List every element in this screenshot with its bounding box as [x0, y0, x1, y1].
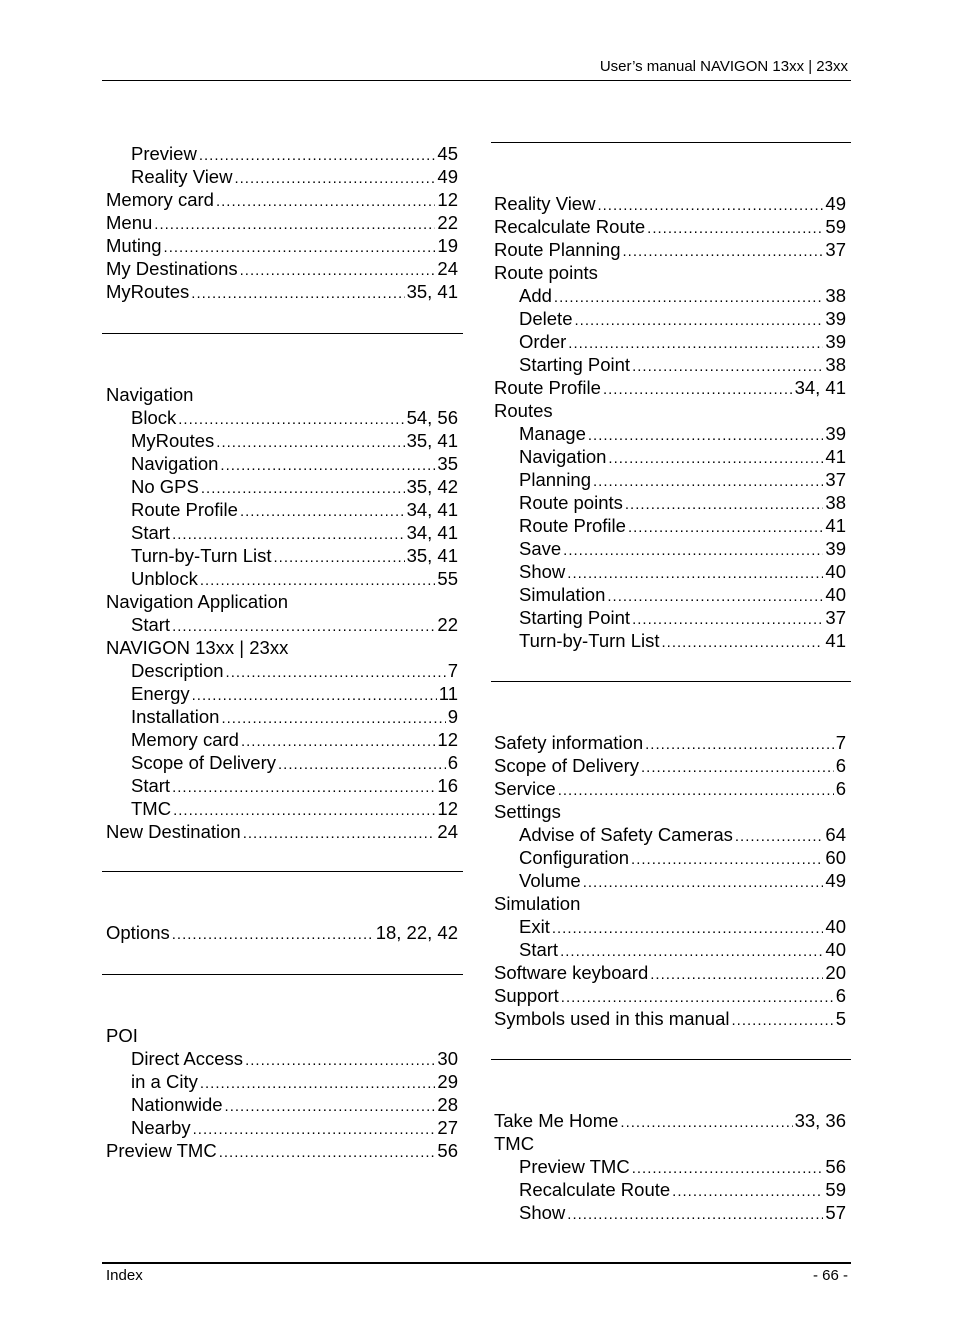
entry-term: Volume — [519, 870, 581, 891]
index-group-left-o — [106, 921, 458, 944]
index-subentry — [106, 682, 458, 705]
index-subentry — [106, 659, 458, 682]
index-subentry — [494, 606, 846, 629]
entry-term: Show — [519, 561, 566, 582]
entry-term: Navigation Application — [106, 591, 289, 612]
entry-page-ref: 40 — [825, 584, 846, 605]
entry-term: Manage — [519, 423, 586, 444]
entry-term: Nationwide — [131, 1094, 223, 1115]
index-subentry — [494, 823, 846, 846]
dot-leader — [647, 217, 823, 240]
entry-term: TMC — [131, 798, 172, 819]
entry-page-ref: 24 — [437, 258, 458, 279]
dot-leader — [240, 500, 405, 523]
entry-page-ref: 34, 41 — [406, 522, 458, 543]
entry-page-ref: 40 — [825, 916, 846, 937]
entry-page-ref: 12 — [437, 729, 458, 750]
entry-page-ref: 39 — [825, 423, 846, 444]
index-subentry — [494, 1155, 846, 1178]
index-entry — [494, 399, 846, 422]
entry-term: Preview TMC — [106, 1140, 217, 1161]
entry-term: Service — [494, 778, 556, 799]
entry-page-ref: 6 — [835, 755, 846, 776]
index-group-right-t — [494, 1109, 846, 1224]
index-entry — [106, 257, 458, 280]
entry-page-ref: 6 — [447, 752, 458, 773]
entry-page-ref: 39 — [825, 331, 846, 352]
entry-page-ref: 35, 41 — [406, 281, 458, 302]
entry-page-ref: 6 — [835, 778, 846, 799]
entry-term: Installation — [131, 706, 220, 727]
dot-leader — [563, 539, 823, 562]
entry-term: Take Me Home — [494, 1110, 619, 1131]
index-subentry — [494, 330, 846, 353]
entry-page-ref: 28 — [437, 1094, 458, 1115]
index-subentry — [494, 514, 846, 537]
index-subentry — [106, 452, 458, 475]
dot-leader — [173, 799, 435, 822]
index-entry — [106, 1024, 458, 1047]
entry-page-ref: 33, 36 — [794, 1110, 846, 1131]
dot-leader — [193, 1118, 436, 1141]
dot-leader — [278, 753, 446, 776]
entry-term: Description — [131, 660, 224, 681]
entry-term: Support — [494, 985, 559, 1006]
entry-term: Planning — [519, 469, 592, 490]
dot-leader — [241, 730, 435, 753]
entry-term: Advise of Safety Cameras — [519, 824, 733, 845]
entry-page-ref: 11 — [438, 683, 458, 704]
entry-page-ref: 41 — [825, 630, 846, 651]
index-subentry — [106, 1093, 458, 1116]
index-entry — [106, 921, 458, 944]
entry-page-ref: 38 — [825, 285, 846, 306]
entry-page-ref: 57 — [825, 1202, 846, 1223]
dot-leader — [234, 167, 435, 190]
entry-term: Navigation — [519, 446, 607, 467]
index-entry — [106, 280, 458, 303]
entry-term: Recalculate Route — [494, 216, 646, 237]
entry-term: Navigation — [106, 384, 194, 405]
index-group-right-r — [494, 192, 846, 652]
entry-page-ref: 7 — [835, 732, 846, 753]
entry-term: Memory card — [131, 729, 239, 750]
index-subentry — [494, 1178, 846, 1201]
dot-leader — [172, 615, 435, 638]
entry-page-ref: 45 — [437, 143, 458, 164]
dot-leader — [560, 940, 823, 963]
entry-page-ref: 59 — [825, 1179, 846, 1200]
index-subentry — [494, 353, 846, 376]
dot-leader — [552, 917, 824, 940]
dot-leader — [620, 1111, 792, 1134]
dot-leader — [226, 661, 446, 684]
dot-leader — [628, 516, 823, 539]
index-entry — [106, 590, 458, 613]
index-entry — [494, 1109, 846, 1132]
entry-page-ref: 29 — [437, 1071, 458, 1092]
entry-term: Simulation — [519, 584, 606, 605]
dot-leader — [631, 848, 823, 871]
index-subentry — [106, 475, 458, 498]
dot-leader — [200, 569, 436, 592]
entry-page-ref: 39 — [825, 308, 846, 329]
entry-page-ref: 30 — [437, 1048, 458, 1069]
entry-term: Route Profile — [494, 377, 601, 398]
index-subentry — [494, 491, 846, 514]
entry-page-ref: 40 — [825, 561, 846, 582]
entry-term: Routes — [494, 400, 553, 421]
entry-term: No GPS — [131, 476, 199, 497]
entry-term: Symbols used in this manual — [494, 1008, 730, 1029]
entry-term: Memory card — [106, 189, 214, 210]
entry-page-ref: 35 — [437, 453, 458, 474]
index-subentry — [106, 567, 458, 590]
entry-page-ref: 49 — [825, 870, 846, 891]
entry-term: Scope of Delivery — [494, 755, 639, 776]
entry-term: Turn-by-Turn List — [131, 545, 272, 566]
entry-page-ref: 16 — [437, 775, 458, 796]
dot-leader — [583, 871, 824, 894]
index-entry — [494, 754, 846, 777]
entry-term: Add — [519, 285, 552, 306]
index-subentry — [106, 705, 458, 728]
entry-term: Start — [131, 775, 171, 796]
entry-term: Delete — [519, 308, 573, 329]
index-subentry — [106, 142, 458, 165]
dot-leader — [225, 1095, 436, 1118]
dot-leader — [220, 454, 435, 477]
entry-page-ref: 6 — [835, 985, 846, 1006]
entry-term: Simulation — [494, 893, 581, 914]
entry-term: Reality View — [494, 193, 596, 214]
section-separator — [102, 333, 463, 334]
index-subentry — [494, 307, 846, 330]
index-entry — [494, 192, 846, 215]
index-entry — [494, 215, 846, 238]
index-subentry — [106, 1070, 458, 1093]
index-subentry — [106, 521, 458, 544]
entry-page-ref: 41 — [825, 515, 846, 536]
entry-page-ref: 12 — [437, 798, 458, 819]
entry-page-ref: 60 — [825, 847, 846, 868]
index-entry — [494, 261, 846, 284]
index-group-left-p — [106, 1024, 458, 1162]
index-subentry — [494, 422, 846, 445]
header-rule — [102, 80, 851, 81]
entry-term: Block — [131, 407, 177, 428]
dot-leader — [568, 332, 823, 355]
footer-section: Index — [106, 1267, 143, 1284]
index-entry — [494, 800, 846, 823]
dot-leader — [164, 236, 436, 259]
entry-term: TMC — [494, 1133, 535, 1154]
dot-leader — [200, 1072, 436, 1095]
index-subentry — [106, 728, 458, 751]
index-group-left-n — [106, 383, 458, 843]
index-subentry — [494, 468, 846, 491]
entry-page-ref: 54, 56 — [406, 407, 458, 428]
dot-leader — [593, 470, 823, 493]
entry-term: Menu — [106, 212, 153, 233]
index-group-left-m — [106, 142, 458, 303]
index-subentry — [106, 429, 458, 452]
entry-term: Starting Point — [519, 354, 631, 375]
index-entry — [106, 211, 458, 234]
entry-term: Navigation — [131, 453, 219, 474]
index-subentry — [106, 1116, 458, 1139]
dot-leader — [650, 963, 823, 986]
entry-term: Software keyboard — [494, 962, 649, 983]
dot-leader — [632, 608, 823, 631]
entry-page-ref: 12 — [437, 189, 458, 210]
entry-page-ref: 55 — [437, 568, 458, 589]
dot-leader — [561, 986, 834, 1009]
entry-term: Preview — [131, 143, 197, 164]
dot-leader — [172, 923, 374, 946]
entry-term: Preview TMC — [519, 1156, 630, 1177]
index-subentry — [494, 537, 846, 560]
dot-leader — [201, 477, 405, 500]
entry-term: Start — [131, 522, 171, 543]
index-entry — [106, 383, 458, 406]
dot-leader — [632, 1157, 824, 1180]
index-entry — [106, 188, 458, 211]
dot-leader — [245, 1049, 435, 1072]
section-separator — [102, 974, 463, 975]
index-subentry — [494, 445, 846, 468]
dot-leader — [178, 408, 404, 431]
dot-leader — [567, 1203, 823, 1226]
dot-leader — [240, 259, 436, 282]
index-subentry — [106, 797, 458, 820]
index-subentry — [494, 1201, 846, 1224]
entry-page-ref: 37 — [825, 239, 846, 260]
dot-leader — [243, 822, 436, 845]
entry-page-ref: 64 — [825, 824, 846, 845]
entry-term: Scope of Delivery — [131, 752, 276, 773]
entry-term: MyRoutes — [106, 281, 190, 302]
dot-leader — [154, 213, 435, 236]
entry-term: Route Profile — [519, 515, 626, 536]
index-subentry — [494, 869, 846, 892]
entry-page-ref: 40 — [825, 939, 846, 960]
dot-leader — [672, 1180, 823, 1203]
entry-term: New Destination — [106, 821, 241, 842]
entry-page-ref: 34, 41 — [794, 377, 846, 398]
entry-page-ref: 27 — [437, 1117, 458, 1138]
dot-leader — [567, 562, 823, 585]
dot-leader — [608, 447, 823, 470]
index-subentry — [494, 915, 846, 938]
entry-term: Direct Access — [131, 1048, 244, 1069]
entry-page-ref: 41 — [825, 446, 846, 467]
dot-leader — [597, 194, 823, 217]
entry-page-ref: 56 — [437, 1140, 458, 1161]
dot-leader — [607, 585, 823, 608]
index-subentry — [494, 629, 846, 652]
index-subentry — [106, 774, 458, 797]
entry-term: Route Planning — [494, 239, 621, 260]
entry-page-ref: 24 — [437, 821, 458, 842]
entry-term: Route Profile — [131, 499, 238, 520]
entry-page-ref: 19 — [437, 235, 458, 256]
index-subentry — [494, 846, 846, 869]
entry-term: Exit — [519, 916, 550, 937]
dot-leader — [172, 523, 404, 546]
entry-page-ref: 20 — [825, 962, 846, 983]
entry-page-ref: 35, 41 — [406, 545, 458, 566]
dot-leader — [558, 779, 834, 802]
index-subentry — [494, 583, 846, 606]
entry-term: Save — [519, 538, 562, 559]
entry-term: Safety information — [494, 732, 644, 753]
dot-leader — [588, 424, 824, 447]
dot-leader — [645, 733, 834, 756]
dot-leader — [199, 144, 436, 167]
index-subentry — [106, 406, 458, 429]
entry-term: Nearby — [131, 1117, 191, 1138]
section-separator — [102, 871, 463, 872]
index-entry — [494, 376, 846, 399]
index-subentry — [494, 938, 846, 961]
index-subentry — [494, 284, 846, 307]
index-entry — [494, 238, 846, 261]
index-subentry — [106, 544, 458, 567]
dot-leader — [735, 825, 824, 848]
dot-leader — [641, 756, 834, 779]
entry-term: MyRoutes — [131, 430, 215, 451]
index-entry — [494, 731, 846, 754]
dot-leader — [192, 684, 437, 707]
page-number: - 66 - — [812, 1267, 848, 1284]
entry-page-ref: 38 — [825, 354, 846, 375]
index-entry — [106, 636, 458, 659]
entry-page-ref: 9 — [447, 706, 458, 727]
entry-term: Energy — [131, 683, 190, 704]
dot-leader — [731, 1009, 833, 1032]
section-separator — [491, 681, 851, 682]
entry-term: My Destinations — [106, 258, 238, 279]
entry-term: Recalculate Route — [519, 1179, 671, 1200]
entry-page-ref: 7 — [447, 660, 458, 681]
entry-term: Order — [519, 331, 567, 352]
entry-term: Route points — [494, 262, 598, 283]
entry-page-ref: 34, 41 — [406, 499, 458, 520]
index-entry — [494, 1007, 846, 1030]
dot-leader — [221, 707, 445, 730]
index-entry — [106, 234, 458, 257]
running-header: User’s manual NAVIGON 13xx | 23xx — [599, 58, 848, 75]
entry-page-ref: 35, 42 — [406, 476, 458, 497]
entry-term: Show — [519, 1202, 566, 1223]
entry-page-ref: 38 — [825, 492, 846, 513]
index-entry — [494, 777, 846, 800]
index-entry — [106, 1139, 458, 1162]
index-group-right-s — [494, 731, 846, 1030]
index-subentry — [106, 498, 458, 521]
dot-leader — [662, 631, 824, 654]
entry-page-ref: 35, 41 — [406, 430, 458, 451]
entry-term: Configuration — [519, 847, 630, 868]
dot-leader — [191, 282, 404, 305]
section-separator — [491, 142, 851, 143]
entry-term: Route points — [519, 492, 623, 513]
entry-page-ref: 18, 22, 42 — [375, 922, 458, 943]
footer-rule — [102, 1262, 851, 1264]
index-subentry — [494, 560, 846, 583]
entry-page-ref: 37 — [825, 469, 846, 490]
entry-page-ref: 49 — [437, 166, 458, 187]
index-subentry — [106, 751, 458, 774]
entry-page-ref: 22 — [437, 212, 458, 233]
entry-page-ref: 22 — [437, 614, 458, 635]
dot-leader — [274, 546, 405, 569]
index-subentry — [106, 165, 458, 188]
entry-page-ref: 37 — [825, 607, 846, 628]
index-entry — [494, 961, 846, 984]
entry-term: Options — [106, 922, 170, 943]
dot-leader — [216, 431, 404, 454]
entry-page-ref: 56 — [825, 1156, 846, 1177]
index-subentry — [106, 1047, 458, 1070]
entry-term: Settings — [494, 801, 561, 822]
section-separator — [491, 1059, 851, 1060]
index-entry — [494, 984, 846, 1007]
entry-term: NAVIGON 13xx | 23xx — [106, 637, 289, 658]
entry-term: Start — [131, 614, 171, 635]
entry-term: Start — [519, 939, 559, 960]
dot-leader — [574, 309, 823, 332]
dot-leader — [172, 776, 435, 799]
dot-leader — [623, 240, 824, 263]
entry-term: Turn-by-Turn List — [519, 630, 660, 651]
dot-leader — [216, 190, 435, 213]
entry-term: Unblock — [131, 568, 198, 589]
entry-page-ref: 39 — [825, 538, 846, 559]
dot-leader — [554, 286, 824, 309]
dot-leader — [625, 493, 824, 516]
entry-term: POI — [106, 1025, 138, 1046]
entry-term: in a City — [131, 1071, 198, 1092]
dot-leader — [219, 1141, 436, 1164]
dot-leader — [632, 355, 823, 378]
entry-term: Starting Point — [519, 607, 631, 628]
index-entry — [106, 820, 458, 843]
entry-page-ref: 59 — [825, 216, 846, 237]
entry-page-ref: 49 — [825, 193, 846, 214]
index-entry — [494, 892, 846, 915]
index-subentry — [106, 613, 458, 636]
entry-term: Muting — [106, 235, 162, 256]
dot-leader — [603, 378, 793, 401]
index-entry — [494, 1132, 846, 1155]
entry-page-ref: 5 — [835, 1008, 846, 1029]
entry-term: Reality View — [131, 166, 233, 187]
